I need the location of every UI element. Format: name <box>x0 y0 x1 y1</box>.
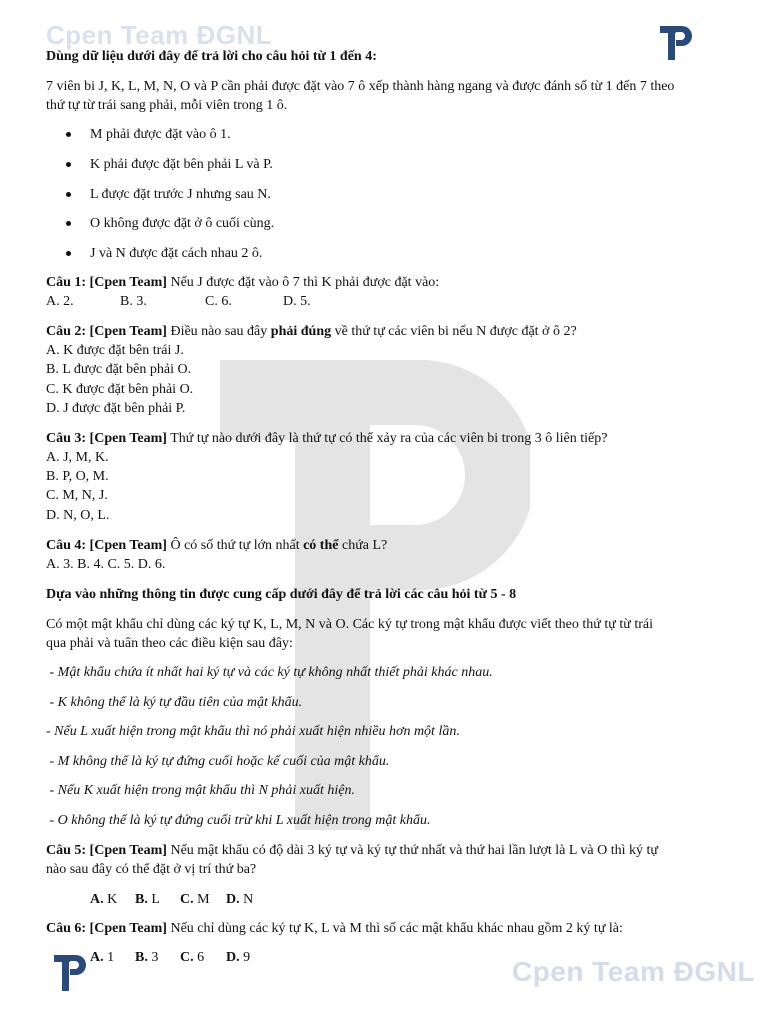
section1-paragraph-line1: 7 viên bi J, K, L, M, N, O và P cần phải được đặt vào 7 ô xếp thành hàng ngang và được đánh số từ 1 đến 7 theo <box>46 79 675 94</box>
section1-paragraph-line2: thứ tự từ trái sang phải, mỗi viên trong 1 ô. <box>46 98 288 113</box>
condition-item: J và N được đặt cách nhau 2 ô. <box>90 246 263 261</box>
q2-option-c: C. K được đặt bên phải O. <box>46 382 194 397</box>
section2-title: Dựa vào những thông tin được cung cấp dưới đây để trả lời các câu hỏi từ 5 - 8 <box>46 587 517 602</box>
q1-option-a: A. 2. <box>46 294 74 309</box>
q3-option-d: D. N, O, L. <box>46 508 110 523</box>
question-text: Nếu mật khẩu có độ dài 3 ký tự và ký tự thứ nhất và thứ hai lần lượt là L và O thì ký tự <box>166 843 658 858</box>
question-4 <box>46 536 387 555</box>
q5-option-d: D. N <box>226 892 254 907</box>
question-label: Câu 5: [Cpen Team] <box>46 843 167 858</box>
condition-item: O không được đặt ở ô cuối cùng. <box>90 216 275 231</box>
password-rule: - Nếu L xuất hiện trong mật khẩu thì nó phải xuất hiện nhiều hơn một lần. <box>46 724 460 739</box>
q5-option-a: A. K <box>90 892 118 907</box>
question-label: Câu 3: [Cpen Team] <box>46 431 167 446</box>
question-text: Ô có số thứ tự lớn nhất <box>166 538 304 553</box>
bullet-icon <box>66 132 71 137</box>
section1-title: Dùng dữ liệu dưới đây để trả lời cho câu hỏi từ 1 đến 4: <box>46 49 377 64</box>
q6-option-a: A. 1 <box>90 950 115 965</box>
q2-option-d: D. J được đặt bên phải P. <box>46 401 186 416</box>
q3-option-a: A. J, M, K. <box>46 450 109 465</box>
question-2 <box>46 322 577 341</box>
question-text: Điều nào sau đây <box>166 324 271 339</box>
q2-option-a: A. K được đặt bên trái J. <box>46 343 184 358</box>
bullet-icon <box>66 251 71 256</box>
q5-option-c: C. M <box>180 892 210 907</box>
q1-option-c: C. 6. <box>205 294 232 309</box>
question-label: Câu 6: [Cpen Team] <box>46 921 167 936</box>
condition-item: L được đặt trước J nhưng sau N. <box>90 187 271 202</box>
bullet-icon <box>66 192 71 197</box>
question-1 <box>46 273 439 292</box>
question-text: Thứ tự nào dưới đây là thứ tự có thể xảy ra của các viên bi trong 3 ô liên tiếp? <box>166 431 608 446</box>
question-text: Nếu chỉ dùng các ký tự K, L và M thì số các mật khẩu khác nhau gồm 2 ký tự là: <box>166 921 623 936</box>
question-label: Câu 4: [Cpen Team] <box>46 538 167 553</box>
password-rule: - M không thể là ký tự đứng cuối hoặc kế cuối của mật khẩu. <box>46 754 390 769</box>
q4-options: A. 3. B. 4. C. 5. D. 6. <box>46 557 166 572</box>
header-watermark-text: Cpen Team ĐGNL <box>46 20 273 50</box>
question-5-line2: nào sau đây có thể đặt ở vị trí thứ ba? <box>46 862 257 877</box>
bullet-icon <box>66 162 71 167</box>
q1-option-d: D. 5. <box>283 294 311 309</box>
condition-item: M phải được đặt vào ô 1. <box>90 127 231 142</box>
condition-item: K phải được đặt bên phải L và P. <box>90 157 273 172</box>
q3-option-b: B. P, O, M. <box>46 469 109 484</box>
footer-logo-icon <box>54 955 88 991</box>
question-6 <box>46 919 623 938</box>
footer-watermark-text: Cpen Team ĐGNL <box>512 956 755 987</box>
password-rule: - O không thể là ký tự đứng cuối trừ khi L xuất hiện trong mật khẩu. <box>46 813 431 828</box>
q6-option-d: D. 9 <box>226 950 251 965</box>
q1-option-b: B. 3. <box>120 294 147 309</box>
question-3 <box>46 429 607 448</box>
q2-option-b: B. L được đặt bên phải O. <box>46 362 192 377</box>
q5-option-b: B. L <box>135 892 160 907</box>
q6-option-c: C. 6 <box>180 950 205 965</box>
q3-option-c: C. M, N, J. <box>46 488 108 503</box>
q6-option-b: B. 3 <box>135 950 159 965</box>
bullet-icon <box>66 221 71 226</box>
section2-paragraph-line2: qua phải và tuân theo các điều kiện sau đây: <box>46 636 293 651</box>
question-text: về thứ tự các viên bi nếu N được đặt ở ô 2? <box>331 324 577 339</box>
question-emphasis: có thể <box>303 538 339 553</box>
section2-paragraph-line1: Có một mật khẩu chỉ dùng các ký tự K, L, M, N và O. Các ký tự trong mật khẩu được viết theo thứ tự từ trái <box>46 617 653 632</box>
password-rule: - Mật khẩu chứa ít nhất hai ký tự và các ký tự không nhất thiết phải khác nhau. <box>46 665 493 680</box>
question-label: Câu 2: [Cpen Team] <box>46 324 167 339</box>
question-label: Câu 1: [Cpen Team] <box>46 275 167 290</box>
password-rule: - Nếu K xuất hiện trong mật khẩu thì N phải xuất hiện. <box>46 783 356 798</box>
brand-logo-icon <box>660 26 694 60</box>
question-text: chứa L? <box>338 538 388 553</box>
password-rule: - K không thể là ký tự đầu tiên của mật khẩu. <box>46 695 303 710</box>
question-emphasis: phải đúng <box>270 324 332 339</box>
question-text: Nếu J được đặt vào ô 7 thì K phải được đặt vào: <box>166 275 440 290</box>
question-5 <box>46 841 658 860</box>
